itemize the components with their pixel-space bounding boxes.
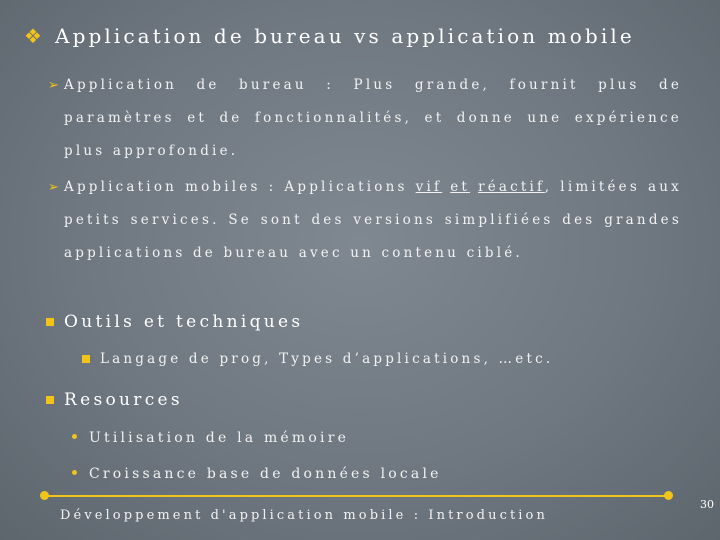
section-outils-item (82, 351, 553, 367)
footer-text: Développement d'application mobile : Introduction (60, 508, 548, 523)
mobile-text-after: , limitées aux petits services. Se sont des versions simplifiées des grandes applications de bureau avec un contenu ciblé. (64, 179, 682, 261)
mobile-label: Application mobiles (64, 179, 261, 195)
square-bullet-icon (82, 355, 90, 363)
slide-title (24, 24, 710, 48)
mobile-text-before: : Applications (260, 179, 416, 195)
desktop-text: : Plus grande, fournit plus de paramètres et de fonctionnalités, et donne une expérience plus approfondie. (64, 77, 683, 159)
slide-title-text: Application de bureau vs application mobile (55, 24, 635, 48)
resource-item-text: Utilisation de la mémoire (89, 430, 350, 446)
resource-item (72, 430, 349, 446)
paragraph-mobile (48, 171, 682, 270)
desktop-label: Application de bureau (64, 77, 307, 93)
underlined-word-vif: vif (415, 179, 443, 195)
section-outils-title: Outils et techniques (64, 312, 304, 332)
resource-item-text: Croissance base de données locale (89, 466, 442, 482)
round-bullet-icon (72, 470, 77, 475)
section-resources (46, 390, 183, 410)
underlined-word-et: et (450, 179, 471, 195)
footer-divider (44, 495, 668, 497)
underlined-word-reactif: réactif (478, 179, 545, 195)
diamond-bullet-icon: ❖ (24, 24, 46, 48)
square-bullet-icon (46, 318, 54, 326)
section-resources-title: Resources (64, 390, 183, 410)
footer-divider-end-dot (40, 491, 49, 500)
paragraph-desktop (48, 69, 683, 168)
section-outils-item-text: Langage de prog, Types d’applications, …etc. (100, 351, 554, 367)
page-number: 30 (700, 498, 714, 511)
arrow-bullet-icon: ➢ (48, 78, 63, 93)
square-bullet-icon (46, 396, 54, 404)
section-outils (46, 312, 303, 332)
arrow-bullet-icon: ➢ (48, 180, 63, 195)
resource-item (72, 466, 442, 482)
round-bullet-icon (72, 434, 77, 439)
footer-divider-end-dot (664, 491, 673, 500)
